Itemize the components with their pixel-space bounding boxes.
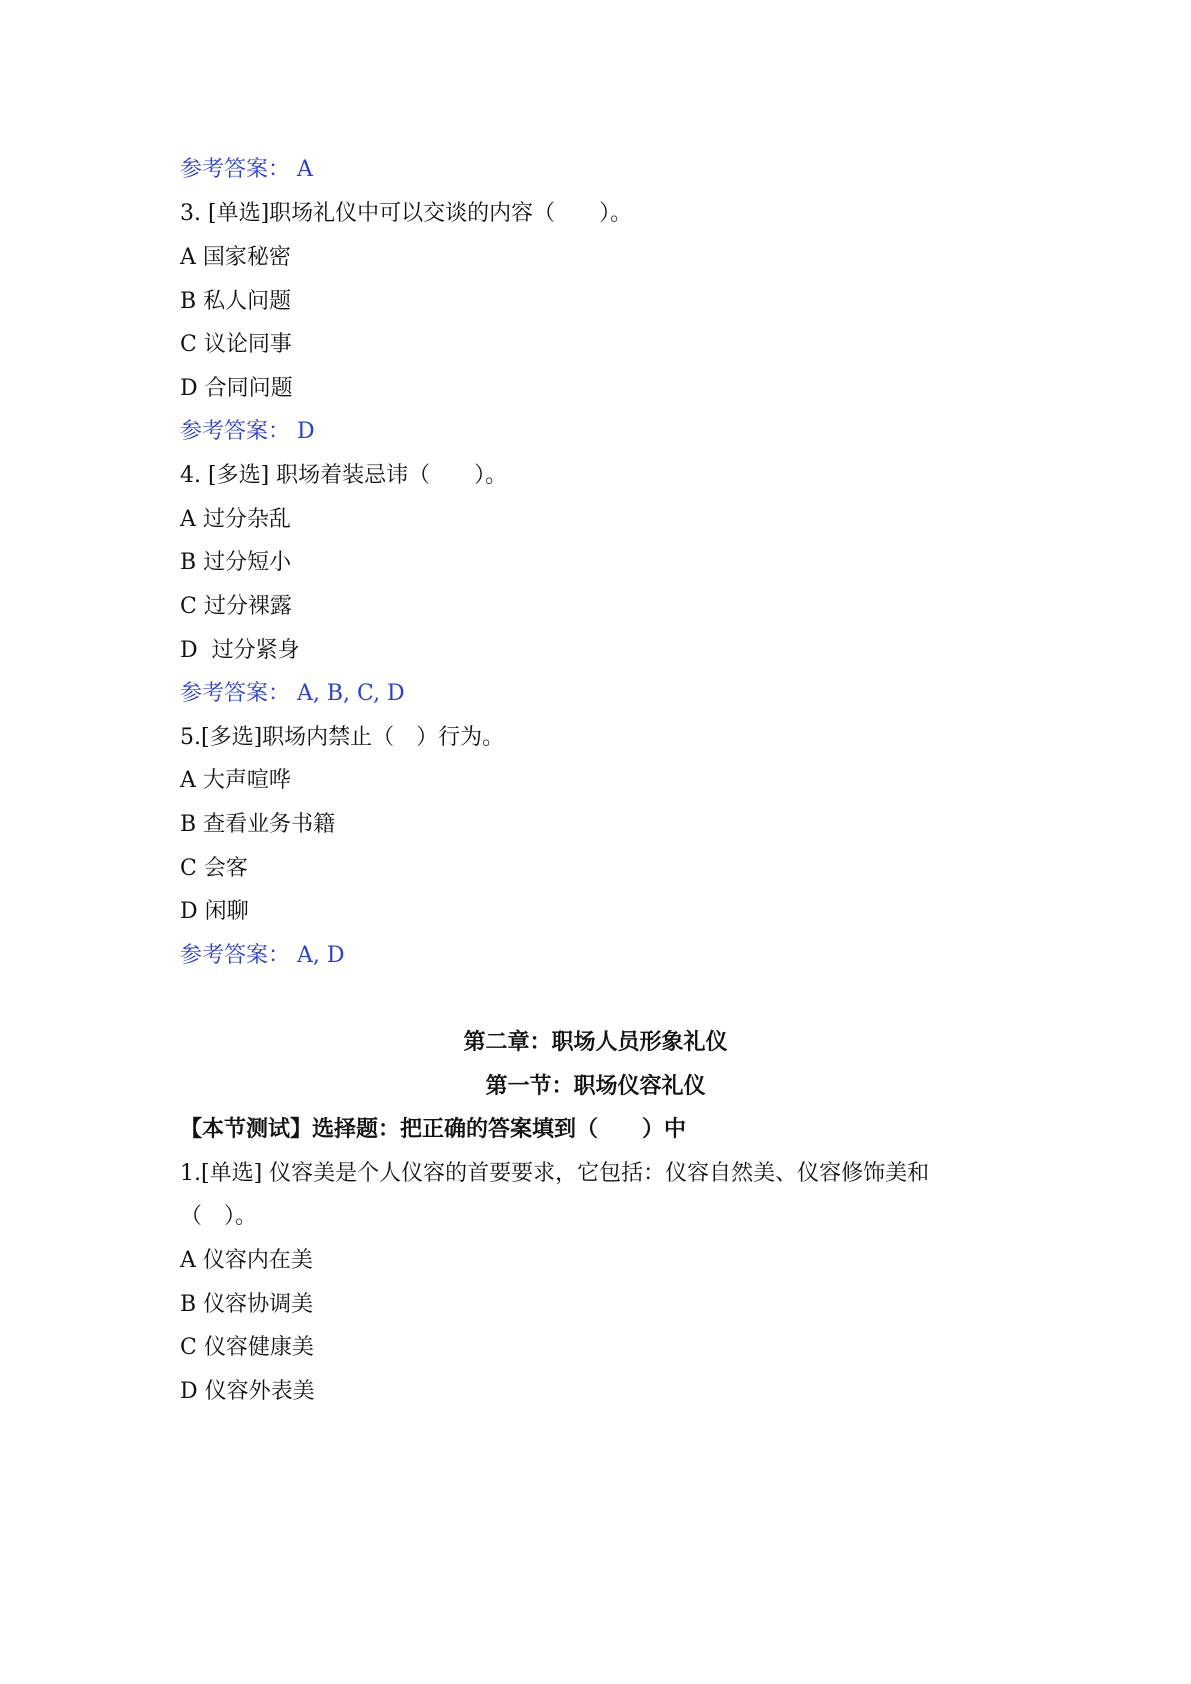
reference-answer: 参考答案： A, D bbox=[180, 943, 345, 968]
question-3-option-c: C 议论同事 bbox=[180, 332, 292, 357]
question-3-title: 3. [单选]职场礼仪中可以交谈的内容（ ）。 bbox=[180, 201, 633, 226]
reference-answer: 参考答案： A, B, C, D bbox=[180, 681, 405, 706]
question-5-option-a: A 大声喧哗 bbox=[180, 768, 291, 793]
reference-answer: 参考答案： D bbox=[180, 419, 315, 444]
question-5-option-d: D 闲聊 bbox=[180, 899, 249, 924]
chapter2-question-1-title: 1.[单选] 仪容美是个人仪容的首要要求，它包括：仪容自然美、仪容修饰美和 bbox=[180, 1161, 930, 1186]
question-4-option-d: D 过分紧身 bbox=[180, 638, 300, 663]
chapter2-question-1-option-d: D 仪容外表美 bbox=[180, 1379, 315, 1404]
question-3-option-d: D 合同问题 bbox=[180, 376, 293, 401]
section-test-heading: 【本节测试】选择题：把正确的答案填到（ ）中 bbox=[180, 1117, 687, 1142]
chapter2-question-1-option-c: C 仪容健康美 bbox=[180, 1335, 314, 1360]
section-title: 第一节：职场仪容礼仪 bbox=[485, 1074, 706, 1099]
question-4-option-b: B 过分短小 bbox=[180, 550, 292, 575]
question-5-option-b: B 查看业务书籍 bbox=[180, 812, 336, 837]
question-4-title: 4. [多选] 职场着装忌讳（ ）。 bbox=[180, 463, 508, 488]
chapter2-question-1-title-continued: （ ）。 bbox=[180, 1204, 258, 1229]
question-5-title: 5.[多选]职场内禁止（ ）行为。 bbox=[180, 725, 505, 750]
question-3-option-a: A 国家秘密 bbox=[180, 245, 291, 270]
chapter2-question-1-option-a: A 仪容内在美 bbox=[180, 1248, 313, 1273]
question-5-option-c: C 会客 bbox=[180, 856, 248, 881]
question-4-option-c: C 过分裸露 bbox=[180, 594, 292, 619]
question-3-option-b: B 私人问题 bbox=[180, 289, 292, 314]
reference-answer: 参考答案： A bbox=[180, 157, 313, 182]
question-4-option-a: A 过分杂乱 bbox=[180, 507, 291, 532]
chapter2-question-1-option-b: B 仪容协调美 bbox=[180, 1292, 314, 1317]
chapter-title: 第二章：职场人员形象礼仪 bbox=[463, 1030, 728, 1055]
